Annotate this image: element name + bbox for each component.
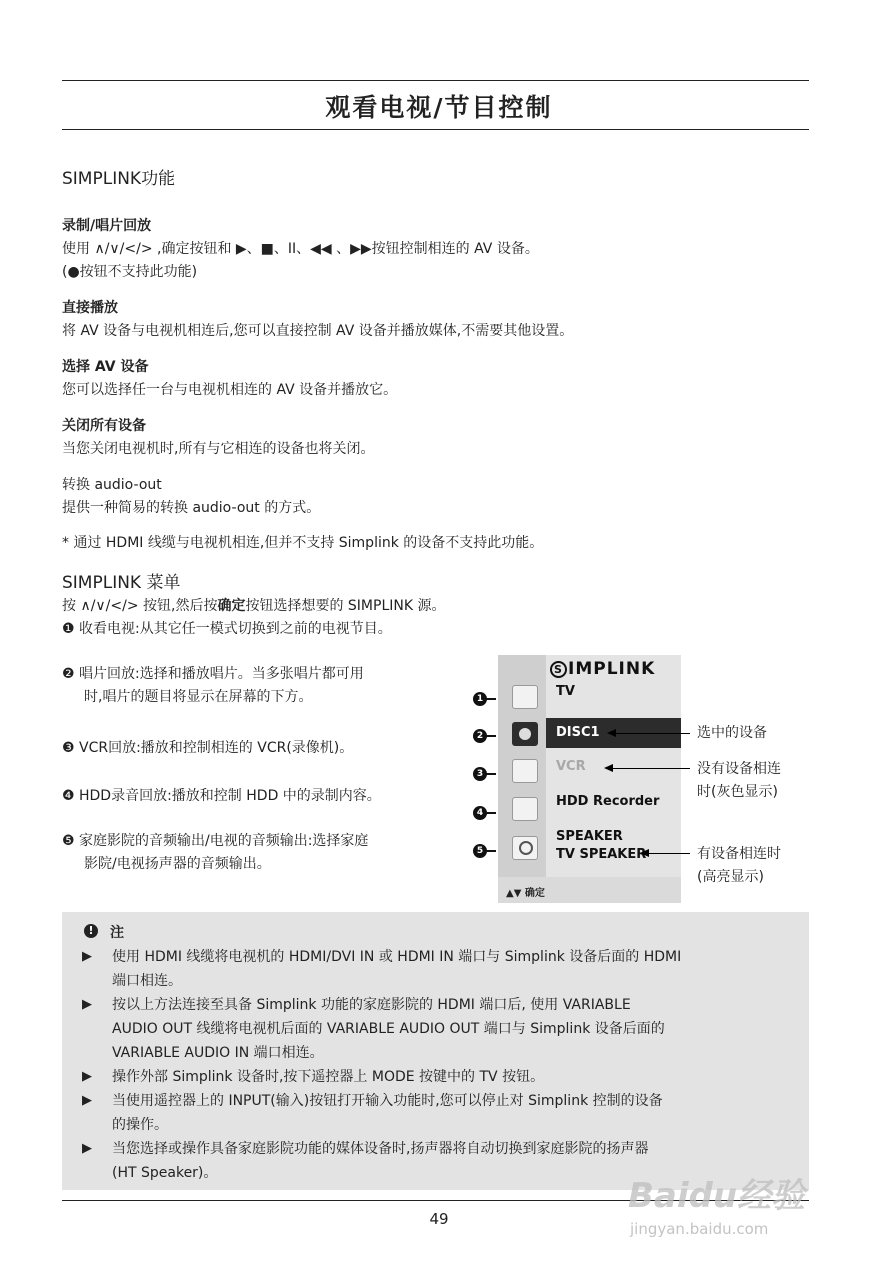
notes-box [62,912,809,1190]
text-record-playback-2: (●按钮不支持此功能) [62,264,198,280]
arrow-selected [615,733,690,734]
marker-3: 3 [473,767,487,781]
heading-select-av: 选择 AV 设备 [62,359,149,375]
menu-intro-before: 按 ∧/∨/</> 按钮,然后按 [62,598,218,614]
speaker-shape [519,841,533,855]
menu-intro [62,595,446,615]
note-item-1-line-1: 使用 HDMI 线缆将电视机的 HDMI/DVI IN 或 HDMI IN 端口与 Simplink 设备后面的 HDMI [112,949,682,965]
page-number: 49 [429,1210,449,1228]
note-item-4-line-2: 的操作。 [112,1117,168,1133]
menu-option-speaker[interactable]: SPEAKER [556,829,623,844]
label-not-connected-1: 没有设备相连 [697,761,781,777]
simplink-logo [550,659,655,679]
menu-item-3-text: ❸ VCR回放:播放和控制相连的 VCR(录像机)。 [62,740,354,756]
marker-5-line [486,850,496,852]
note-item-4 [112,1089,792,1137]
note-item-3-line-1: 操作外部 Simplink 设备时,按下遥控器上 MODE 按键中的 TV 按钮。 [112,1069,545,1085]
simplink-menu-screen [498,655,681,903]
menu-footer [498,877,681,903]
menu-item-2-text-2: 时,唱片的题目将显示在屏幕的下方。 [84,689,313,705]
heading-direct-play: 直接播放 [62,300,118,316]
note-item-1 [112,945,792,993]
watermark-url: jingyan.baidu.com [630,1220,769,1238]
menu-option-hdd-recorder[interactable]: HDD Recorder [556,794,660,809]
text-select-av: 您可以选择任一台与电视机相连的 AV 设备并播放它。 [62,382,398,398]
menu-footer-hint: ▲▼ 确定 [506,888,545,899]
text-direct-play: 将 AV 设备与电视机相连后,您可以直接控制 AV 设备并播放媒体,不需要其他设置。 [62,323,574,339]
note-item-5-line-1: 当您选择或操作具备家庭影院功能的媒体设备时,扬声器将自动切换到家庭影院的扬声器 [112,1141,649,1157]
bullet-triangle-icon: ▶ [82,1093,92,1108]
note-item-3 [112,1065,792,1089]
marker-2: 2 [473,729,487,743]
text-power-off: 当您关闭电视机时,所有与它相连的设备也将关闭。 [62,441,375,457]
heading-audio-out: 转换 audio-out [62,477,162,493]
simplink-logo-s: S [550,661,567,678]
marker-2-line [486,735,496,737]
marker-4-line [486,812,496,814]
heading-power-off: 关闭所有设备 [62,418,146,434]
vcr-icon[interactable] [512,759,538,783]
speaker-icon[interactable] [512,836,538,860]
watermark-logo: Baidu经验 [628,1176,806,1216]
label-connected-1: 有设备相连时 [697,846,781,862]
menu-item-5-text-2: 影院/电视扬声器的音频输出。 [84,856,271,872]
label-not-connected-2: 时(灰色显示) [697,784,778,800]
simplink-logo-text: IMPLINK [568,659,656,679]
bullet-triangle-icon: ▶ [82,949,92,964]
disc-icon[interactable] [512,722,538,746]
bullet-triangle-icon: ▶ [82,997,92,1012]
menu-option-vcr[interactable]: VCR [556,759,586,774]
marker-5: 5 [473,844,487,858]
bullet-triangle-icon: ▶ [82,1141,92,1156]
label-selected-device: 选中的设备 [697,725,767,741]
note-item-2 [112,993,792,1065]
page-title: 观看电视/节目控制 [325,93,553,122]
text-audio-out: 提供一种简易的转换 audio-out 的方式。 [62,500,321,516]
marker-4: 4 [473,806,487,820]
heading-record-playback: 录制/唱片回放 [62,218,152,234]
bullet-triangle-icon: ▶ [82,1069,92,1084]
disc-shape [519,728,531,740]
header-rule-top [62,80,809,81]
label-connected-2: (高亮显示) [697,869,764,885]
arrow-connected [648,853,690,854]
notes-title: 注 [110,925,124,941]
menu-intro-after: 按钮选择想要的 SIMPLINK 源。 [245,598,446,614]
tv-icon[interactable] [512,685,538,709]
menu-item-1-text: ❶ 收看电视:从其它任一模式切换到之前的电视节目。 [62,621,392,637]
marker-1: 1 [473,692,487,706]
note-item-2-line-3: VARIABLE AUDIO IN 端口相连。 [112,1045,324,1061]
arrow-not-connected [612,768,690,769]
marker-3-line [486,773,496,775]
note-item-2-line-1: 按以上方法连接至具备 Simplink 功能的家庭影院的 HDMI 端口后, 使用 VARIABLE [112,997,631,1013]
section-title-menu: SIMPLINK 菜单 [62,573,181,593]
header-rule-bottom [62,129,809,130]
menu-option-tv[interactable]: TV [556,684,575,699]
menu-option-tv-speaker[interactable]: TV SPEAKER [556,847,647,862]
menu-item-5-text-1: ❺ 家庭影院的音频输出/电视的音频输出:选择家庭 [62,833,369,849]
footnote: * 通过 HDMI 线缆与电视机相连,但并不支持 Simplink 的设备不支持此功能。 [62,535,544,551]
marker-1-line [486,698,496,700]
section-title-simplink: SIMPLINK功能 [62,169,176,189]
warning-icon: ! [84,924,98,938]
note-item-2-line-2: AUDIO OUT 线缆将电视机后面的 VARIABLE AUDIO OUT 端口与 Simplink 设备后面的 [112,1021,665,1037]
note-item-5-line-2: (HT Speaker)。 [112,1165,218,1181]
menu-option-disc1[interactable]: DISC1 [556,725,600,740]
menu-item-4-text: ❹ HDD录音回放:播放和控制 HDD 中的录制内容。 [62,788,381,804]
menu-item-2-text-1: ❷ 唱片回放:选择和播放唱片。当多张唱片都可用 [62,666,364,682]
text-record-playback-1: 使用 ∧/∨/</> ,确定按钮和 ▶、■、II、◀◀ 、▶▶按钮控制相连的 AV 设备。 [62,241,539,257]
note-item-1-line-2: 端口相连。 [112,973,182,989]
menu-intro-bold: 确定 [217,598,246,614]
hdd-icon[interactable] [512,797,538,821]
note-item-4-line-1: 当使用遥控器上的 INPUT(输入)按钮打开输入功能时,您可以停止对 Simplink 控制的设备 [112,1093,663,1109]
